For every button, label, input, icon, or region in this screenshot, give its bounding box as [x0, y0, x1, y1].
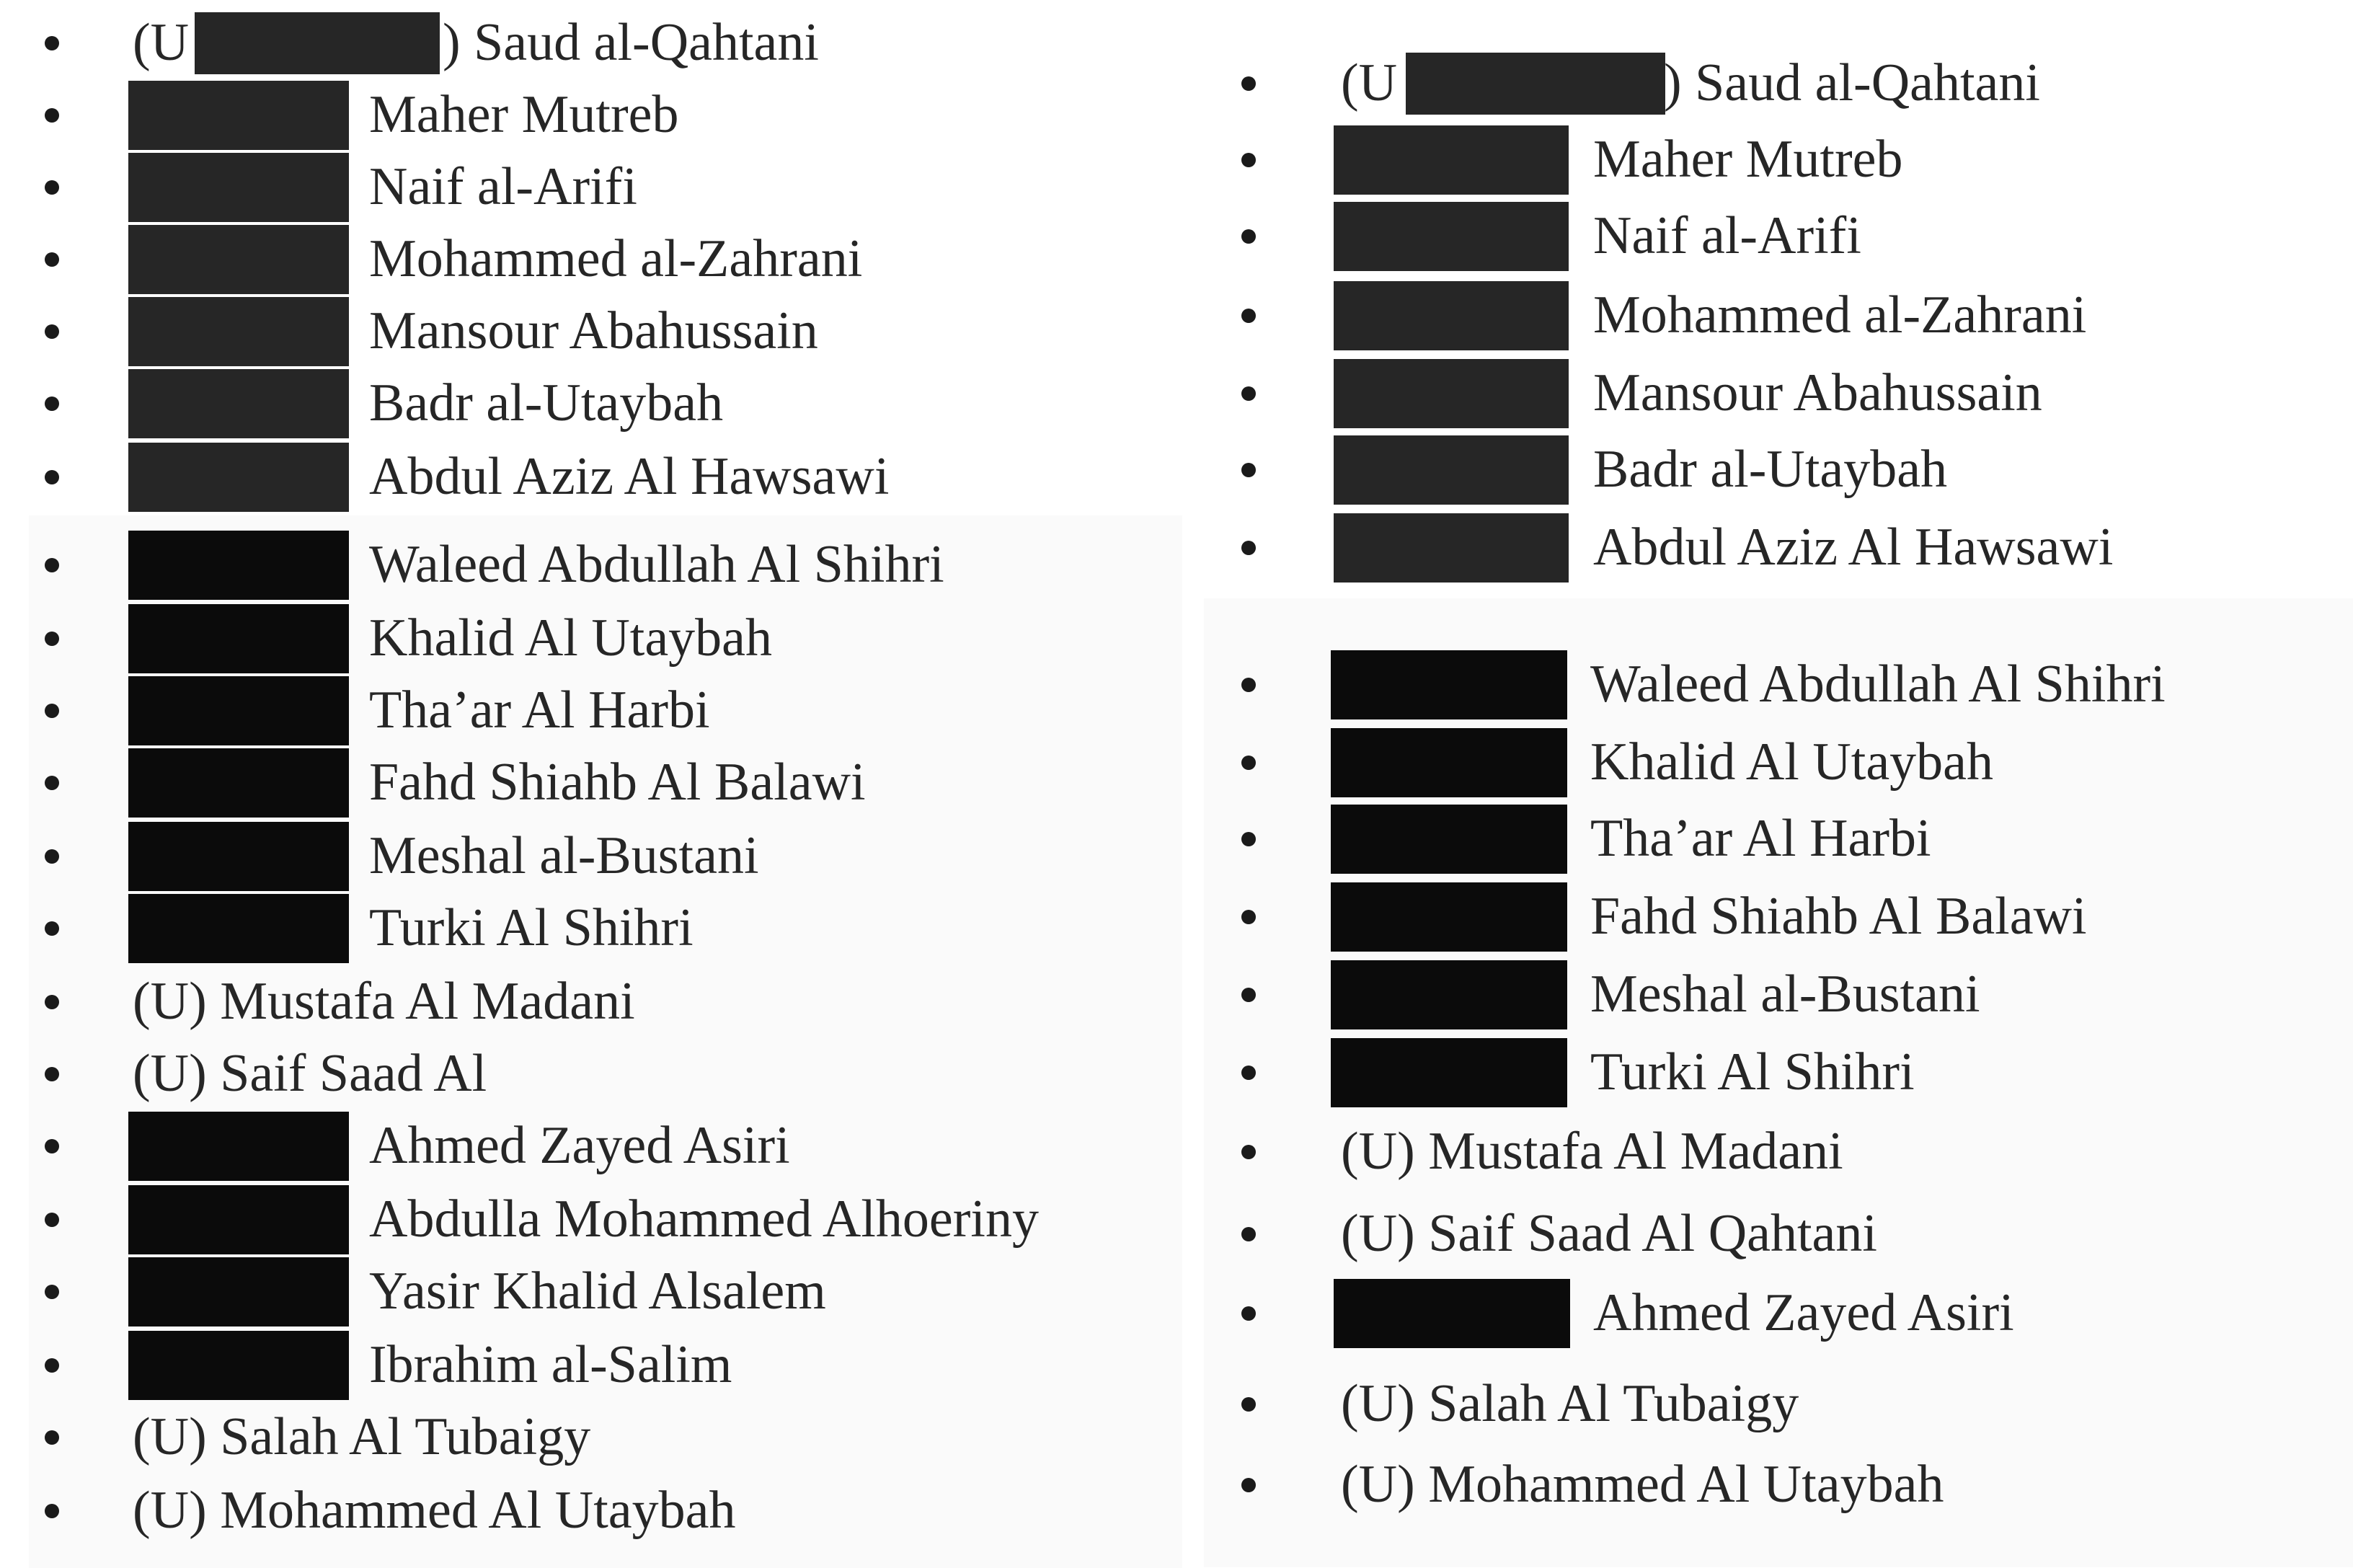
list-bullet — [1241, 910, 1256, 924]
list-bullet — [1241, 1306, 1256, 1321]
list-bullet — [1241, 1478, 1256, 1492]
redaction-box — [128, 1257, 349, 1326]
redaction-box — [128, 676, 349, 745]
redaction-box — [128, 443, 349, 512]
list-bullet — [45, 470, 59, 484]
list-item-name: (U) Mustafa Al Madani — [133, 972, 635, 1031]
list-bullet — [45, 252, 59, 267]
classification-prefix: (U — [1341, 53, 1398, 112]
list-bullet — [1241, 756, 1256, 770]
redaction-box — [128, 1185, 349, 1254]
list-bullet — [1241, 988, 1256, 1002]
list-item-name: Meshal al-Bustani — [369, 826, 759, 885]
list-item-name: ) Saud al-Qahtani — [1664, 53, 2040, 112]
redaction-box — [1406, 53, 1665, 115]
list-bullet — [45, 1213, 59, 1227]
list-bullet — [45, 36, 59, 50]
list-item-name: Tha’ar Al Harbi — [369, 681, 710, 740]
list-item-name: Khalid Al Utaybah — [1590, 732, 1994, 792]
redaction-box — [1334, 1279, 1570, 1348]
list-bullet — [45, 1430, 59, 1445]
list-item-name: Khalid Al Utaybah — [369, 608, 773, 668]
list-bullet — [1241, 309, 1256, 323]
redaction-box — [128, 153, 349, 222]
list-item-name: (U) Saif Saad Al — [133, 1044, 487, 1103]
list-item-name: Meshal al-Bustani — [1590, 965, 1980, 1024]
redaction-box — [128, 1112, 349, 1181]
redaction-box — [128, 894, 349, 963]
list-item-name: Mohammed al-Zahrani — [369, 229, 863, 288]
list-bullet — [45, 1139, 59, 1153]
list-item-name: Naif al-Arifi — [1593, 206, 1861, 265]
list-bullet — [45, 1504, 59, 1518]
list-bullet — [45, 632, 59, 646]
redaction-box — [128, 531, 349, 600]
redaction-box — [1334, 435, 1569, 505]
redaction-box — [1331, 960, 1567, 1029]
redaction-box — [1331, 882, 1567, 952]
list-item-name: Abdul Aziz Al Hawsawi — [1593, 518, 2114, 577]
list-bullet — [45, 558, 59, 572]
list-item-name: Waleed Abdullah Al Shihri — [369, 535, 944, 594]
list-bullet — [45, 776, 59, 790]
redaction-box — [1331, 728, 1567, 797]
list-item-name: Badr al-Utaybah — [1593, 440, 1948, 499]
list-item-name: Mansour Abahussain — [1593, 363, 2042, 422]
list-item-name: ) Saud al-Qahtani — [443, 13, 819, 72]
redaction-box — [128, 81, 349, 150]
redaction-box — [195, 12, 440, 74]
redaction-box — [128, 1331, 349, 1400]
list-bullet — [45, 397, 59, 411]
list-bullet — [1241, 678, 1256, 692]
list-item-name: Ibrahim al-Salim — [369, 1335, 732, 1394]
redaction-box — [1334, 359, 1569, 428]
list-item-name: (U) Saif Saad Al Qahtani — [1341, 1204, 1877, 1263]
list-item-name: Turki Al Shihri — [369, 898, 694, 957]
list-item-name: Abdul Aziz Al Hawsawi — [369, 447, 890, 506]
redaction-box — [128, 225, 349, 294]
list-item-name: Mansour Abahussain — [369, 301, 818, 360]
list-bullet — [45, 995, 59, 1009]
redaction-box — [1334, 125, 1569, 195]
list-bullet — [45, 704, 59, 718]
list-item-name: Badr al-Utaybah — [369, 373, 724, 433]
list-bullet — [45, 180, 59, 195]
redaction-box — [1331, 1038, 1567, 1107]
list-item-name: Yasir Khalid Alsalem — [369, 1262, 826, 1321]
list-bullet — [45, 921, 59, 936]
redaction-box — [128, 748, 349, 818]
list-bullet — [45, 849, 59, 864]
list-bullet — [1241, 229, 1256, 244]
list-item-name: Waleed Abdullah Al Shihri — [1590, 655, 2166, 714]
redaction-box — [1334, 281, 1569, 350]
list-bullet — [1241, 76, 1256, 91]
list-item-name: Tha’ar Al Harbi — [1590, 809, 1931, 868]
list-item-name: (U) Mohammed Al Utaybah — [1341, 1455, 1944, 1514]
list-bullet — [45, 1067, 59, 1081]
list-bullet — [1241, 1145, 1256, 1159]
redaction-box — [1331, 805, 1567, 874]
redaction-box — [128, 297, 349, 366]
list-item-name: (U) Mustafa Al Madani — [1341, 1122, 1843, 1181]
classification-prefix: (U — [133, 13, 190, 72]
redaction-box — [128, 822, 349, 891]
list-item-name: Mohammed al-Zahrani — [1593, 285, 2087, 345]
list-bullet — [1241, 463, 1256, 477]
list-item-name: Turki Al Shihri — [1590, 1042, 1915, 1102]
list-item-name: Maher Mutreb — [1593, 130, 1903, 189]
list-item-name: (U) Mohammed Al Utaybah — [133, 1481, 736, 1540]
list-item-name: (U) Salah Al Tubaigy — [133, 1407, 591, 1466]
list-bullet — [1241, 1397, 1256, 1412]
list-bullet — [1241, 386, 1256, 401]
redaction-box — [1334, 513, 1569, 583]
list-item-name: Fahd Shiahb Al Balawi — [369, 753, 866, 812]
list-bullet — [1241, 832, 1256, 846]
list-item-name: Ahmed Zayed Asiri — [369, 1116, 790, 1175]
list-bullet — [45, 1358, 59, 1373]
list-bullet — [1241, 541, 1256, 555]
list-bullet — [1241, 1227, 1256, 1241]
list-bullet — [1241, 153, 1256, 167]
list-bullet — [45, 1285, 59, 1299]
redaction-box — [128, 604, 349, 673]
list-item-name: Fahd Shiahb Al Balawi — [1590, 887, 2087, 946]
list-item-name: Naif al-Arifi — [369, 157, 637, 216]
redaction-box — [1331, 650, 1567, 719]
list-item-name: Maher Mutreb — [369, 85, 679, 144]
redaction-box — [128, 369, 349, 438]
list-item-name: (U) Salah Al Tubaigy — [1341, 1374, 1799, 1433]
list-bullet — [45, 324, 59, 339]
list-bullet — [45, 108, 59, 123]
list-item-name: Abdulla Mohammed Alhoeriny — [369, 1190, 1039, 1249]
redaction-box — [1334, 202, 1569, 271]
list-item-name: Ahmed Zayed Asiri — [1593, 1283, 2014, 1342]
list-bullet — [1241, 1066, 1256, 1080]
